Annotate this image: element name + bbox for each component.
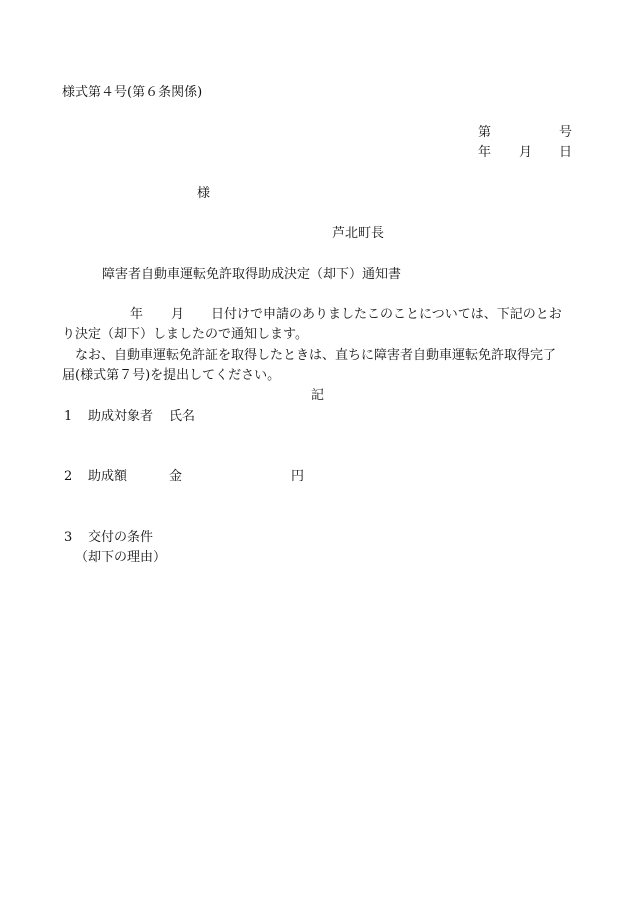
item-1-name-label: 氏名 bbox=[169, 409, 196, 424]
item-2-kin: 金 bbox=[169, 469, 183, 484]
addressee-suffix: 様 bbox=[197, 186, 211, 201]
date-year-label: 年 bbox=[478, 145, 492, 160]
item-2-yen: 円 bbox=[291, 469, 305, 484]
doc-number-prefix: 第 bbox=[478, 125, 492, 140]
item-1-label: 助成対象者 bbox=[88, 409, 154, 424]
form-number: 様式第４号(第６条関係) bbox=[62, 85, 203, 100]
item-2-label: 助成額 bbox=[88, 469, 128, 484]
ki-heading: 記 bbox=[311, 388, 325, 403]
date-month-label: 月 bbox=[519, 145, 533, 160]
item-3-number: 3 bbox=[64, 530, 73, 545]
date-day-label: 日 bbox=[559, 145, 573, 160]
body-line-4: 届(様式第７号)を提出してください。 bbox=[62, 368, 281, 383]
body-line-2: り決定（却下）しましたので通知します。 bbox=[62, 327, 308, 342]
body-year-label: 年 bbox=[130, 307, 144, 322]
item-3-sub-label: （却下の理由） bbox=[75, 550, 167, 565]
body-line-3: なお、自動車運転免許証を取得したときは、直ちに障害者自動車運転免許取得完了 bbox=[75, 348, 557, 363]
item-3-label: 交付の条件 bbox=[88, 530, 154, 545]
body-month-label: 月 bbox=[171, 307, 185, 322]
item-2-number: 2 bbox=[64, 469, 73, 484]
item-1-number: 1 bbox=[64, 409, 73, 424]
doc-number-suffix: 号 bbox=[559, 125, 573, 140]
body-line-1: 日付けで申請のありましたこのことについては、下記のとお bbox=[211, 307, 562, 322]
document-title: 障害者自動車運転免許取得助成決定（却下）通知書 bbox=[102, 267, 402, 282]
issuer-name: 芦北町長 bbox=[332, 226, 385, 241]
